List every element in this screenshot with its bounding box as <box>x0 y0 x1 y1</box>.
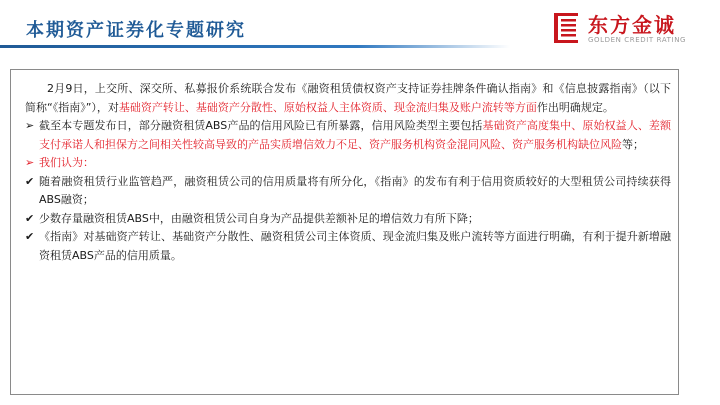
check-bullet-icon: ✔ <box>25 230 35 243</box>
intro-highlight: 基础资产转让、基础资产分散性、原始权益人主体资质、现金流归集及账户流转等方面 <box>118 100 537 114</box>
point-text-3: 《指南》对基础资产转让、基础资产分散性、融资租赁公司主体资质、现金流归集及账户流转等方面进行明确，有利于提升新增融资租赁ABS产品的信用质量。 <box>39 230 671 262</box>
point-text-2: 少数存量融资租赁ABS中，由融资租赁公司自身为产品提供差额补足的增信效力有所下降； <box>39 211 479 225</box>
point-item-2 <box>25 210 671 229</box>
risk-highlight: 基础资产高度集中、原始权益人、差额支付承诺人和担保方之间相关性较高导致的产品实质增信效力不足、资产服务机构资金混同风险、资产服务机构缺位风险 <box>39 119 672 151</box>
content-box <box>10 69 679 395</box>
company-logo <box>552 9 712 47</box>
arrow-bullet-icon: ➢ <box>25 156 35 169</box>
slide-header <box>0 0 720 62</box>
risk-text: 截至本专题发布日，部分融资租赁ABS产品的信用风险已有所暴露，信用风险类型主要包括 <box>39 119 483 132</box>
logo-subtitle: GOLDEN CREDIT RATING <box>588 36 687 44</box>
slide-title: 本期资产证券化专题研究 <box>26 20 246 41</box>
point-item-1 <box>25 173 671 210</box>
intro-paragraph <box>25 80 671 117</box>
content-body <box>25 80 671 265</box>
risk-item <box>25 117 671 154</box>
check-bullet-icon: ✔ <box>25 211 35 225</box>
intro-text: 2月9日，上交所、深交所、私募报价系统联合发布《融资租赁债权资产支持证券挂牌条件确认指南》和《信息披露指南》（以下简称“《指南》”），对 <box>25 82 671 114</box>
intro-text-end: 作出明确规定。 <box>536 100 614 114</box>
check-bullet-icon: ✔ <box>25 174 35 188</box>
we-think-item <box>25 154 671 173</box>
we-think-label: 我们认为： <box>39 156 94 169</box>
arrow-bullet-icon: ➢ <box>25 119 35 132</box>
point-item-3 <box>25 228 671 265</box>
point-text-1: 随着融资租赁行业监管趋严，融资租赁公司的信用质量将有所分化，《指南》的发布有利于信用资质较好的大型租赁公司持续获得ABS融资； <box>39 174 671 206</box>
logo-mark-icon <box>552 11 580 45</box>
risk-text-end: 等； <box>622 137 644 151</box>
logo-name: 东方金诚 <box>588 13 676 37</box>
title-underline <box>0 45 510 48</box>
